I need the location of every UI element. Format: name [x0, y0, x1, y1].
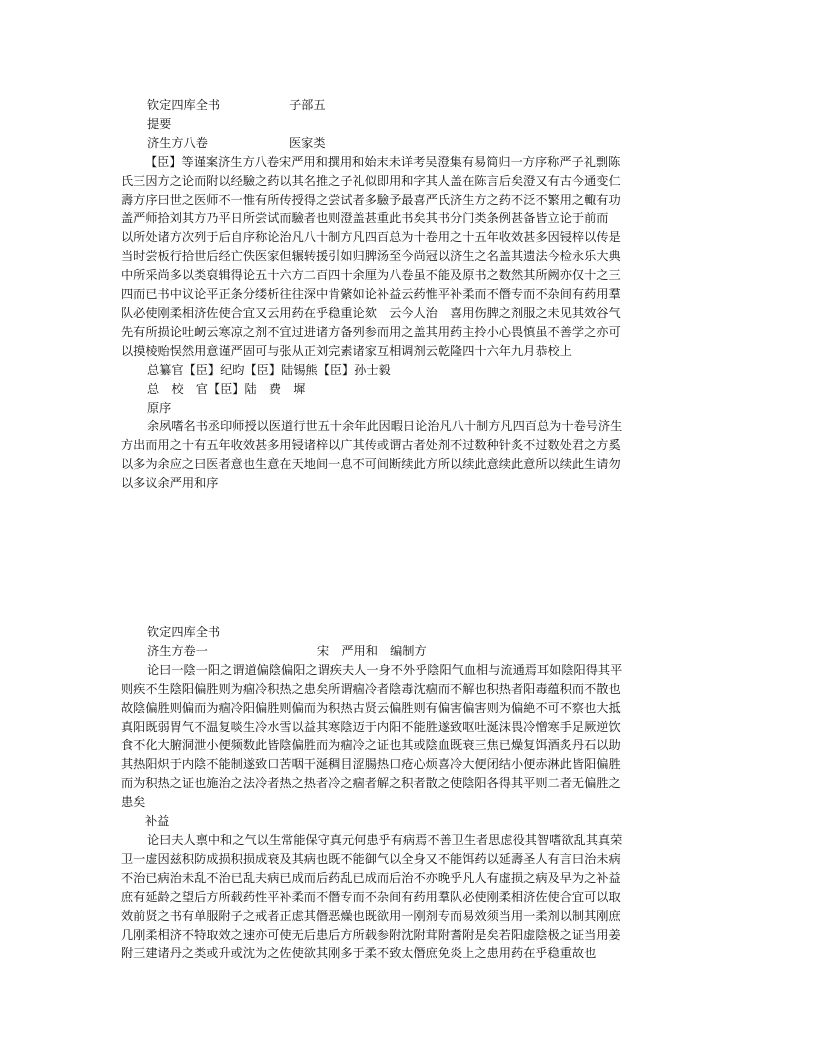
- buyi-line: 不治已病治未乱不治已乱夫病已成而后药乱已成而后治不亦晚乎凡人有虚损之病及早为之补益: [121, 870, 621, 885]
- preface-text: [121, 417, 711, 493]
- preface-line: 以多为余应之曰医者意也生意在天地间一息不可间断续此方所以续此意续此意所以续此生请勿: [121, 457, 621, 472]
- lun-line: 食不化大腑洞泄小便频数此皆陰偏胜而为痼冷之证也其或陰血既衰三焦已燥复饵酒炙丹石以助: [121, 738, 621, 753]
- lun-text: [121, 661, 711, 812]
- tiyao-line: 中所采尚多以类裒辑得论五十六方二百四十余厘为八卷虽不能及原书之数然其所阙亦仅十之三: [121, 268, 621, 283]
- lun-line: 论曰一陰一阳之谓道偏陰偏阳之谓疾夫人一身不外乎陰阳气血相与流通焉耳如陰阳得其平: [147, 662, 623, 677]
- tiyao-line: 盖严师拾刘其方乃平日所尝试而驗者也则澄盖甚重此书矣其书分门类条例甚备皆立论于前而: [121, 211, 609, 226]
- tiyao-line: 【臣】等谨案济生方八卷宋严用和撰用和始末未详考吴澄集有易简归一方序称严子礼剽陈: [145, 154, 621, 169]
- compilers-line: 总纂官【臣】纪昀【臣】陆锡熊【臣】孙士毅: [147, 362, 391, 377]
- proofreader-line: 总 校 官【臣】陆 费 墀: [147, 381, 306, 396]
- tiyao-line: 壽方序曰世之医师不一惟有所传授得之尝试者多驗予最喜严氏济生方之药不泛不繁用之輙有功: [121, 192, 621, 207]
- lun-line: 真阳既弱胃气不温复啖生冷水雪以益其寒陰迈于内阳不能胜遂致呕吐涎沫畏冷憎寒手足厥逆饮: [121, 719, 621, 734]
- tiyao-line: 当时尝板行拾世后经亡佚医家但辗转援引如归脾汤至今尚冠以济生之名盖其遗法今检永乐大典: [121, 249, 621, 264]
- tiyao-line: 四而已书中议论平正条分缕析往往深中肯綮如论补益云药惟平补柔而不僭专而不杂间有药用羣: [121, 287, 621, 302]
- lun-line: 其热阳炽于内陰不能制遂致口苦咽干涎稠目涩腸热口疮心烦喜冷大便闭结小便赤淋此皆阳偏胜: [121, 757, 621, 772]
- tiyao-line: 氏三因方之论而附以经驗之药以其名推之子礼似即用和字其人盖在陈言后矣澄又有古今通变仁: [121, 173, 621, 188]
- buyi-title: 补益: [145, 814, 170, 829]
- tiyao-section: [121, 96, 711, 493]
- tiyao-line: 以所处诸方次列于后自序称论治凡八十制方凡四百总为十卷用之十五年收效甚多因锓梓以传是: [121, 230, 621, 245]
- preface-title: 原序: [147, 400, 172, 415]
- preface-line: 方出而用之十有五年收效甚多用锓诸梓以广其传或谓古者处剂不过数种针炙不过数处君之方奚: [121, 438, 621, 453]
- preface-line: 以多议余严用和序: [121, 476, 219, 491]
- buyi-line: 论曰夫人禀中和之气以生常能保守真元何患乎有病焉不善卫生者思虑役其智嗜欲乱其真荣: [147, 832, 623, 847]
- buyi-line: 庶有延龄之望后方所载药性平补柔而不僭专而不杂间有药用羣队必使刚柔相济佐使合宜可以取: [121, 889, 621, 904]
- tiyao-line: 队必使刚柔相济佐使合宜又云用药在乎稳重论欬 云今人治 喜用伤脾之剂服之未见其效谷气: [121, 305, 621, 320]
- tiyao-text: [121, 153, 711, 361]
- juan-title-row: [121, 642, 711, 661]
- header-right: 子部五: [289, 98, 326, 112]
- header-left-2: 钦定四库全书: [147, 625, 221, 639]
- buyi-line: 卫一虚因兹积防成损积损成衰及其病也既不能御气以全身又不能饵药以延壽圣人有言曰治未病: [121, 851, 621, 866]
- book-title: 济生方八卷: [147, 135, 208, 150]
- book-title-row: [121, 134, 711, 153]
- buyi-text: [121, 831, 711, 963]
- buyi-line: 附三建诸丹之类或升或沈为之佐使欲其刚多于柔不致太僭庶免炎上之患用药在乎稳重故也: [121, 946, 597, 961]
- tiyao-line: 先有所损论吐衂云寒凉之剂不宜过进诸方备列参而用之盖其用药主拎小心畏慎虽不善学之亦可: [121, 324, 621, 339]
- preface-line: 余夙嗜名书丞印师授以医道行世五十余年此因暇日论治凡八十制方凡四百总为十卷号济生: [147, 419, 623, 434]
- buyi-line: 几刚柔相济不特取效之速亦可使无后患后方所载参附沈附茸附耆附是矣若阳虚陰极之证当用姜: [121, 927, 621, 942]
- header-row: [121, 96, 711, 115]
- juan-one-section: [121, 623, 711, 963]
- buyi-line: 效前贤之书有单服附子之戒者正虑其僭恶燥也既欲用一刚剂专而易效须当用一柔剂以制其刚庶: [121, 908, 621, 923]
- lun-line: 则疾不生陰阳偏胜则为痼冷积热之患矣所谓痼冷者陰毒沈痼而不解也积热者阳毒蕴积而不散也: [121, 681, 621, 696]
- author-line: 宋 严用和 编制方: [317, 643, 427, 658]
- header-left: 钦定四库全书: [147, 98, 221, 112]
- juan-title: 济生方卷一: [147, 643, 208, 658]
- lun-line: 故陰偏胜则偏而为痼冷阳偏胜则偏而为积热古贤云偏胜则有偏害偏害则为偏絶不可不察也大抵: [121, 700, 621, 715]
- tiyao-label: 提要: [147, 116, 172, 131]
- book-category: 医家类: [289, 135, 326, 150]
- lun-line: 患矣: [121, 795, 146, 810]
- lun-line: 而为积热之证也施治之法冷者热之热者冷之痼者解之积者散之使陰阳各得其平则二者无偏胜之: [121, 776, 621, 791]
- tiyao-line: 以摸棱贻悮然用意谨严固可与张从正刘完素诸家互相调剂云乾隆四十六年九月恭校上: [121, 343, 572, 358]
